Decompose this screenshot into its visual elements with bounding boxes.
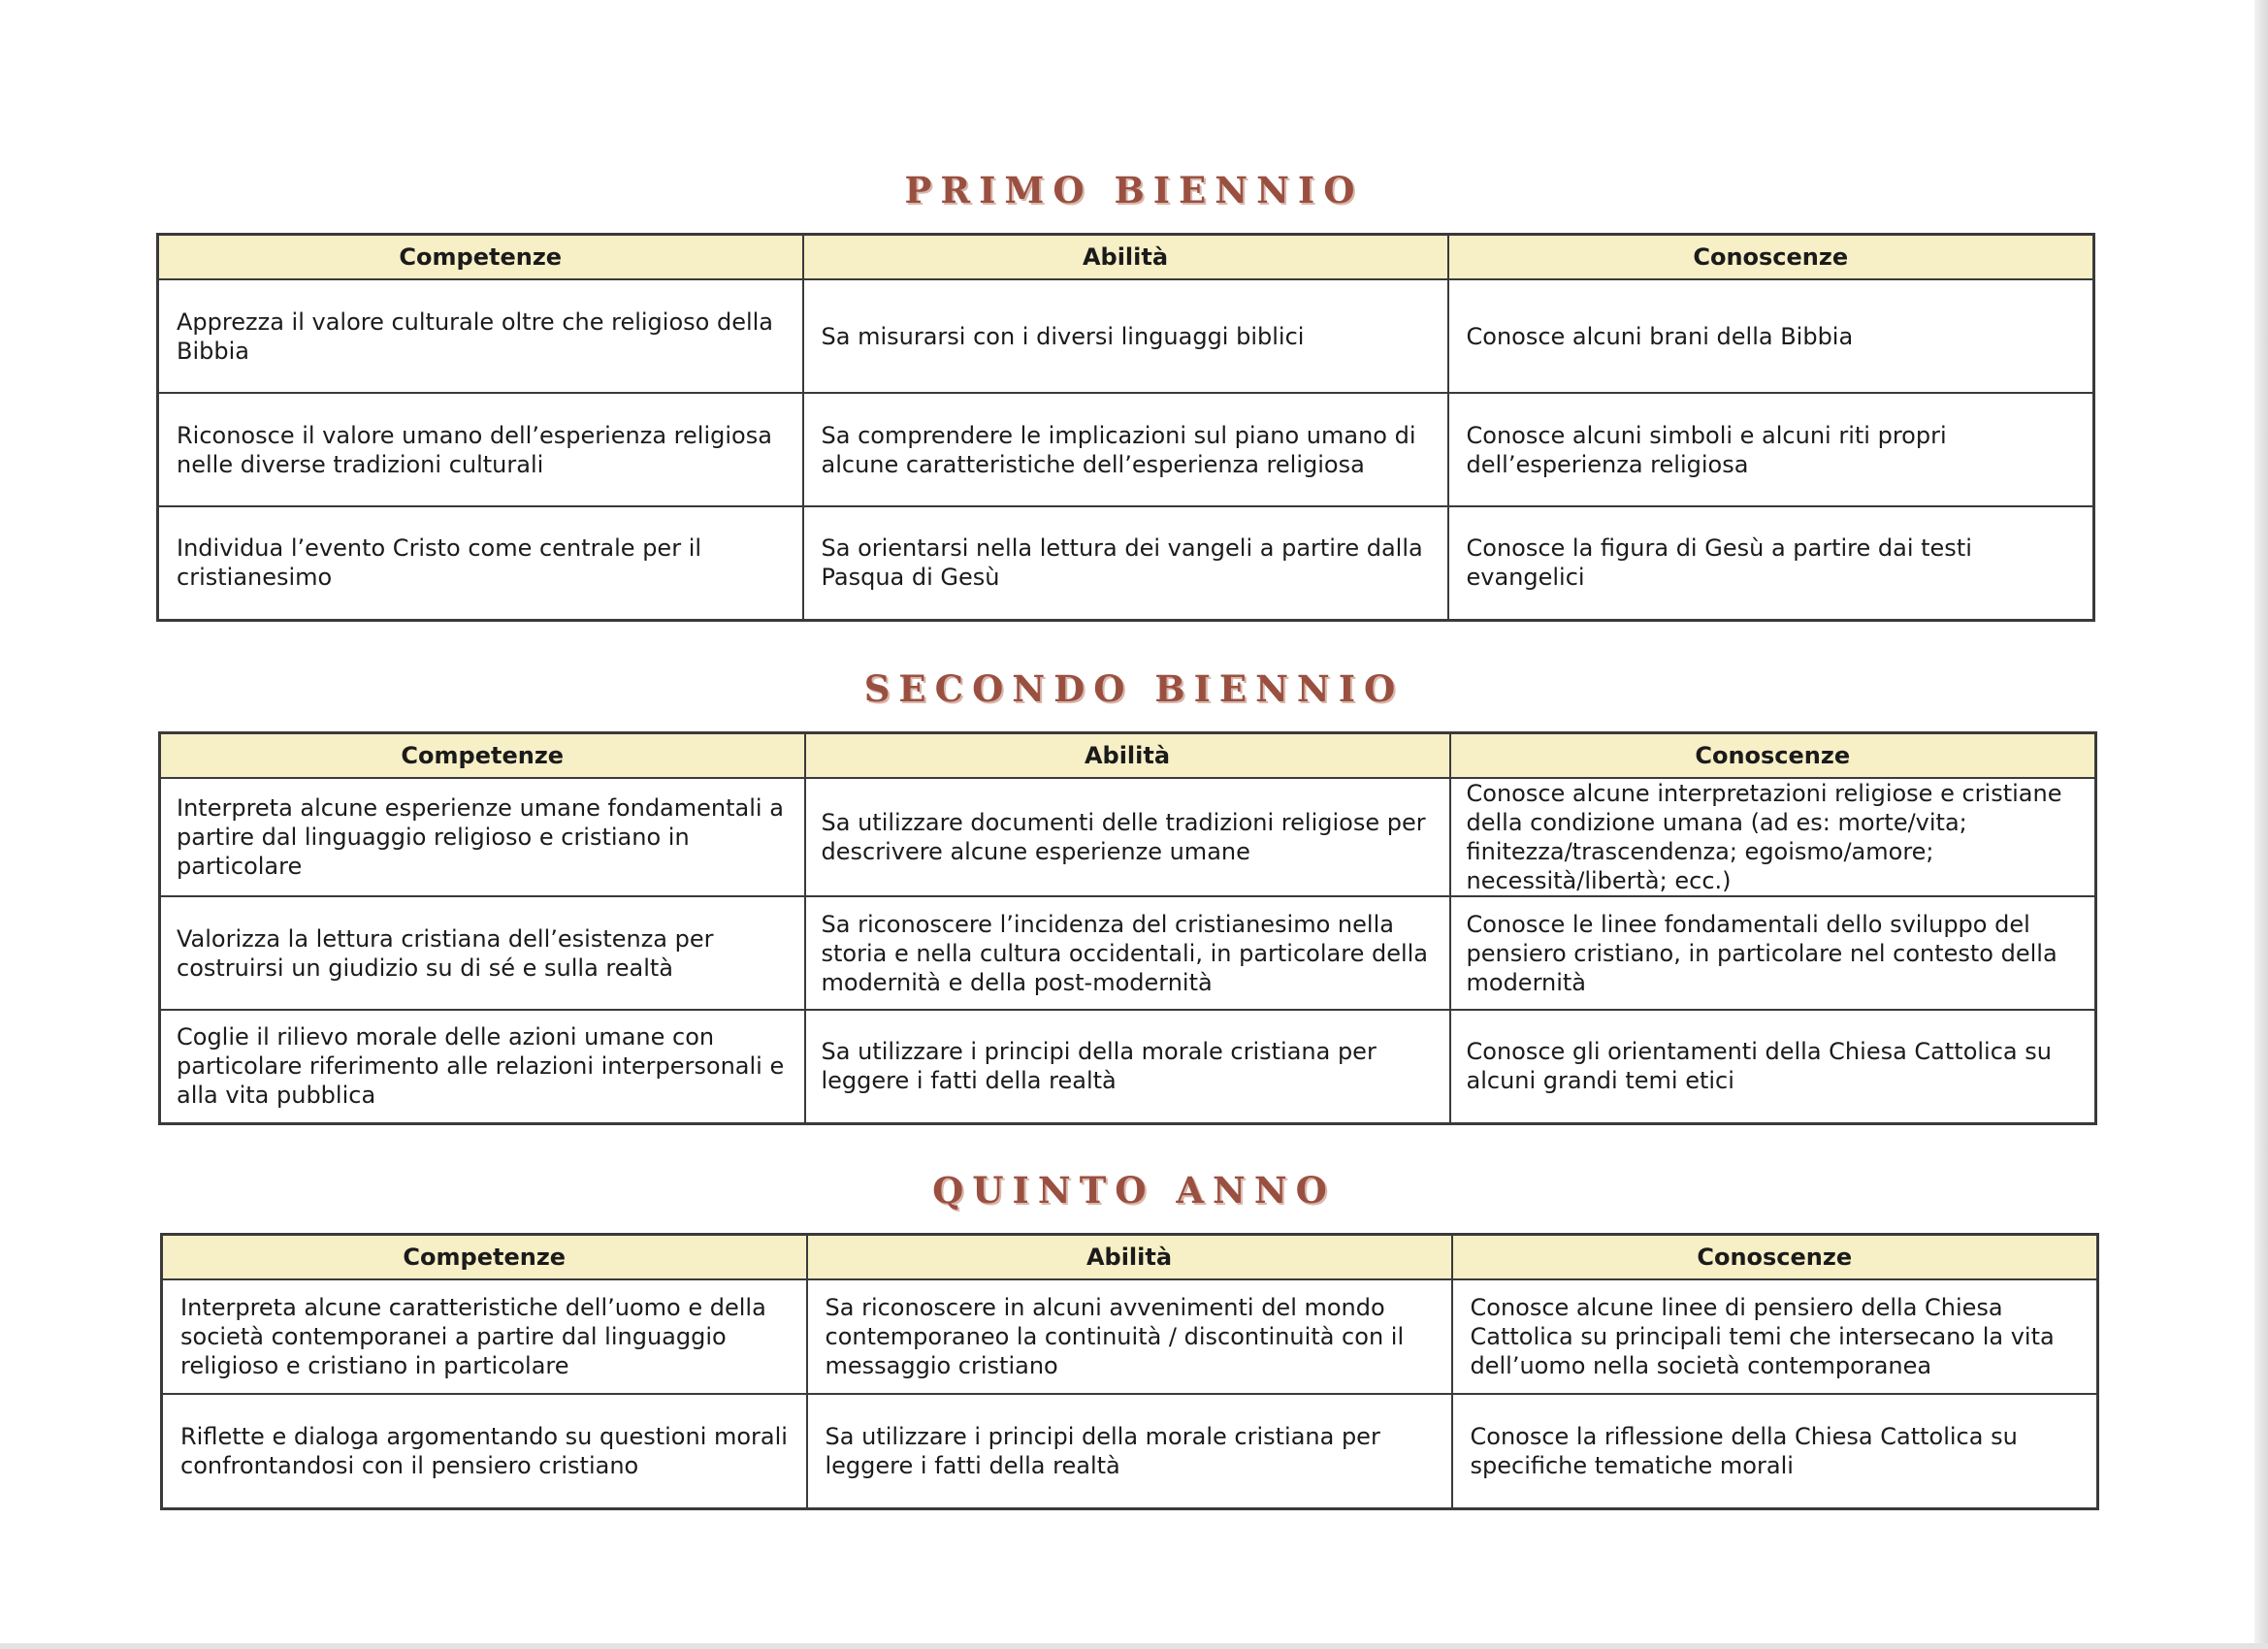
cell-competenza: Interpreta alcune caratteristiche dell’uomo e della società contemporanei a partire dal linguaggio religioso e cristiano in particolare [162, 1279, 807, 1394]
table-header-row [160, 733, 2096, 779]
cell-competenza: Apprezza il valore culturale oltre che religioso della Bibbia [158, 279, 803, 393]
table-secondo-biennio [158, 731, 2097, 1125]
cell-conoscenza: Conosce alcuni simboli e alcuni riti propri dell’esperienza religiosa [1448, 393, 2094, 506]
cell-abilita: Sa comprendere le implicazioni sul piano umano di alcune caratteristiche dell’esperienza religiosa [803, 393, 1448, 506]
cell-conoscenza: Conosce la figura di Gesù a partire dai testi evangelici [1448, 506, 2094, 620]
table-row [162, 1394, 2098, 1508]
section-title-secondo-biennio: SECONDO BIENNIO [863, 667, 1405, 710]
cell-abilita: Sa utilizzare i principi della morale cristiana per leggere i fatti della realtà [807, 1394, 1452, 1508]
table-row [162, 1279, 2098, 1394]
cell-abilita: Sa utilizzare documenti delle tradizioni religiose per descrivere alcune esperienze umane [805, 778, 1450, 896]
header-abilita: Abilità [805, 733, 1450, 779]
table-primo-biennio [156, 233, 2095, 622]
scan-edge-right [2254, 0, 2268, 1649]
cell-competenza: Valorizza la lettura cristiana dell’esistenza per costruirsi un giudizio su di sé e sulla realtà [160, 896, 805, 1010]
table-row [160, 778, 2096, 896]
section-title-quinto-anno: QUINTO ANNO [932, 1169, 1336, 1212]
header-competenze: Competenze [158, 235, 803, 280]
table-header-row [162, 1235, 2098, 1280]
header-conoscenze: Conoscenze [1450, 733, 2096, 779]
cell-competenza: Riconosce il valore umano dell’esperienza religiosa nelle diverse tradizioni culturali [158, 393, 803, 506]
header-conoscenze: Conoscenze [1452, 1235, 2098, 1280]
scan-edge-bottom [0, 1643, 2268, 1649]
cell-conoscenza: Conosce alcune interpretazioni religiose e cristiane della condizione umana (ad es: morte/vita; finitezza/trascendenza; egoismo/amore; necessità/libertà; ecc.) [1450, 778, 2096, 896]
header-abilita: Abilità [807, 1235, 1452, 1280]
table-row [158, 506, 2094, 620]
cell-competenza: Riflette e dialoga argomentando su questioni morali confrontandosi con il pensiero cristiano [162, 1394, 807, 1508]
cell-competenza: Interpreta alcune esperienze umane fondamentali a partire dal linguaggio religioso e cristiano in particolare [160, 778, 805, 896]
header-competenze: Competenze [162, 1235, 807, 1280]
cell-conoscenza: Conosce alcuni brani della Bibbia [1448, 279, 2094, 393]
header-abilita: Abilità [803, 235, 1448, 280]
table-header-row [158, 235, 2094, 280]
table-row [158, 393, 2094, 506]
cell-conoscenza: Conosce alcune linee di pensiero della Chiesa Cattolica su principali temi che intersecano la vita dell’uomo nella società contemporanea [1452, 1279, 2098, 1394]
table-row [160, 896, 2096, 1010]
cell-conoscenza: Conosce gli orientamenti della Chiesa Cattolica su alcuni grandi temi etici [1450, 1010, 2096, 1123]
cell-competenza: Coglie il rilievo morale delle azioni umane con particolare riferimento alle relazioni interpersonali e alla vita pubblica [160, 1010, 805, 1123]
cell-abilita: Sa riconoscere in alcuni avvenimenti del mondo contemporaneo la continuità / discontinuità con il messaggio cristiano [807, 1279, 1452, 1394]
cell-abilita: Sa orientarsi nella lettura dei vangeli a partire dalla Pasqua di Gesù [803, 506, 1448, 620]
cell-abilita: Sa misurarsi con i diversi linguaggi biblici [803, 279, 1448, 393]
cell-abilita: Sa utilizzare i principi della morale cristiana per leggere i fatti della realtà [805, 1010, 1450, 1123]
cell-competenza: Individua l’evento Cristo come centrale per il cristianesimo [158, 506, 803, 620]
header-conoscenze: Conoscenze [1448, 235, 2094, 280]
header-competenze: Competenze [160, 733, 805, 779]
table-row [160, 1010, 2096, 1123]
table-quinto-anno [160, 1233, 2099, 1510]
cell-conoscenza: Conosce la riflessione della Chiesa Cattolica su specifiche tematiche morali [1452, 1394, 2098, 1508]
section-title-primo-biennio: PRIMO BIENNIO [904, 169, 1364, 211]
cell-abilita: Sa riconoscere l’incidenza del cristianesimo nella storia e nella cultura occidentali, in particolare della modernità e della post-modernità [805, 896, 1450, 1010]
table-row [158, 279, 2094, 393]
cell-conoscenza: Conosce le linee fondamentali dello sviluppo del pensiero cristiano, in particolare nel contesto della modernità [1450, 896, 2096, 1010]
